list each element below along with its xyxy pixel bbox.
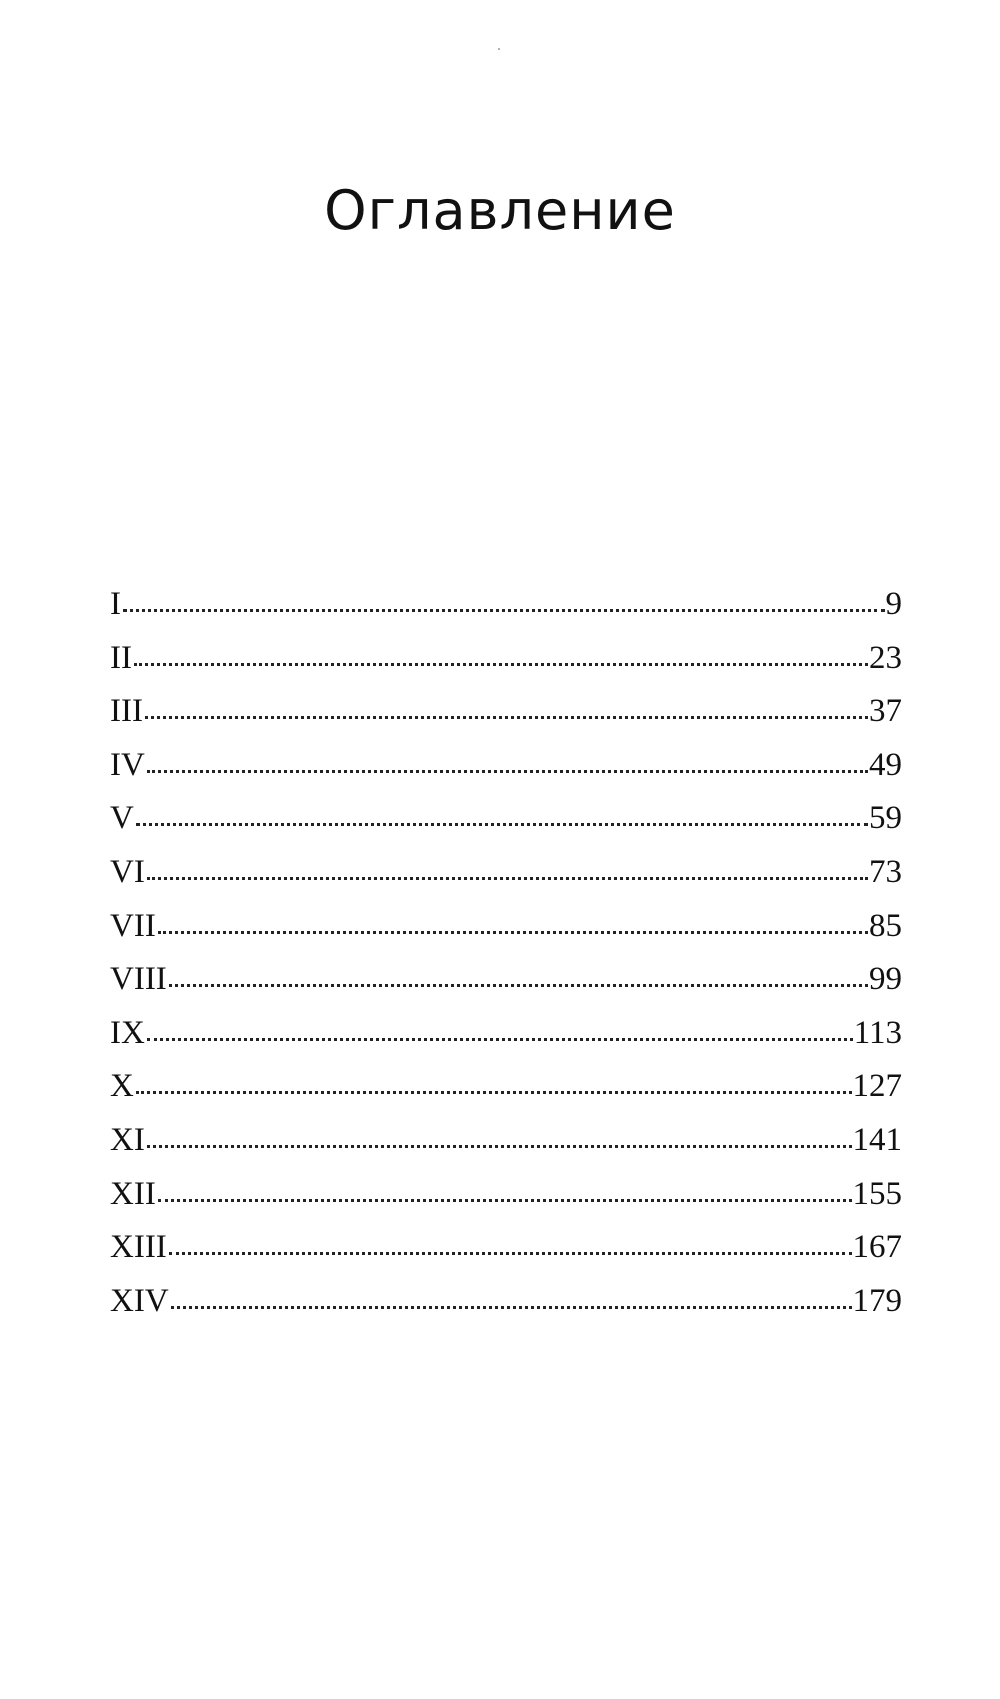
chapter-number: VI: [110, 853, 145, 890]
toc-entry: [110, 632, 902, 686]
toc-entry: [110, 792, 902, 846]
dot-leader: [145, 716, 868, 719]
page-title: Оглавление: [324, 179, 676, 243]
page-number: 179: [852, 1282, 902, 1319]
dot-leader: [169, 984, 868, 987]
page-number: 85: [869, 907, 902, 944]
dot-leader: [147, 770, 868, 773]
dot-leader: [158, 1199, 852, 1202]
chapter-number: VIII: [110, 961, 167, 998]
page-number: 73: [869, 853, 902, 890]
chapter-number: IX: [110, 1014, 145, 1051]
dot-leader: [171, 1306, 852, 1309]
chapter-number: X: [110, 1068, 134, 1105]
toc-entry: [110, 1114, 902, 1168]
page-number: 49: [869, 746, 902, 783]
page-number: 59: [869, 800, 902, 837]
page-number: 9: [885, 586, 902, 622]
chapter-number: XI: [110, 1121, 145, 1158]
chapter-number: XIII: [110, 1229, 167, 1266]
dot-leader: [136, 1091, 852, 1094]
toc-entry: [110, 846, 902, 900]
page-number: 127: [852, 1068, 902, 1105]
dot-leader: [147, 1038, 853, 1041]
dot-leader: [136, 823, 868, 826]
dot-leader: [158, 931, 868, 934]
page-number: 23: [869, 639, 902, 676]
toc-entry: [110, 1275, 902, 1329]
dot-leader: [147, 1145, 852, 1148]
page-number: 167: [852, 1229, 902, 1266]
chapter-number: V: [110, 800, 134, 837]
print-speck: [498, 48, 500, 50]
toc-entry: [110, 1060, 902, 1114]
chapter-number: I: [110, 586, 121, 622]
page-number: 155: [852, 1175, 902, 1212]
table-of-contents: [110, 578, 902, 1328]
chapter-number: XII: [110, 1175, 156, 1212]
toc-entry: [110, 1007, 902, 1061]
toc-entry: [110, 1168, 902, 1222]
dot-leader: [169, 1252, 852, 1255]
chapter-number: VII: [110, 907, 156, 944]
chapter-number: XIV: [110, 1282, 169, 1319]
chapter-number: III: [110, 693, 143, 730]
toc-entry: [110, 685, 902, 739]
dot-leader: [134, 663, 868, 666]
page-number: 99: [869, 961, 902, 998]
toc-entry: [110, 578, 902, 632]
chapter-number: IV: [110, 746, 145, 783]
toc-entry: [110, 1221, 902, 1275]
toc-entry: [110, 900, 902, 954]
toc-entry: [110, 953, 902, 1007]
chapter-number: II: [110, 639, 132, 676]
page-number: 113: [853, 1014, 902, 1051]
dot-leader: [123, 609, 885, 612]
toc-entry: [110, 739, 902, 793]
page-number: 37: [869, 693, 902, 730]
page-number: 141: [852, 1121, 902, 1158]
dot-leader: [147, 877, 868, 880]
